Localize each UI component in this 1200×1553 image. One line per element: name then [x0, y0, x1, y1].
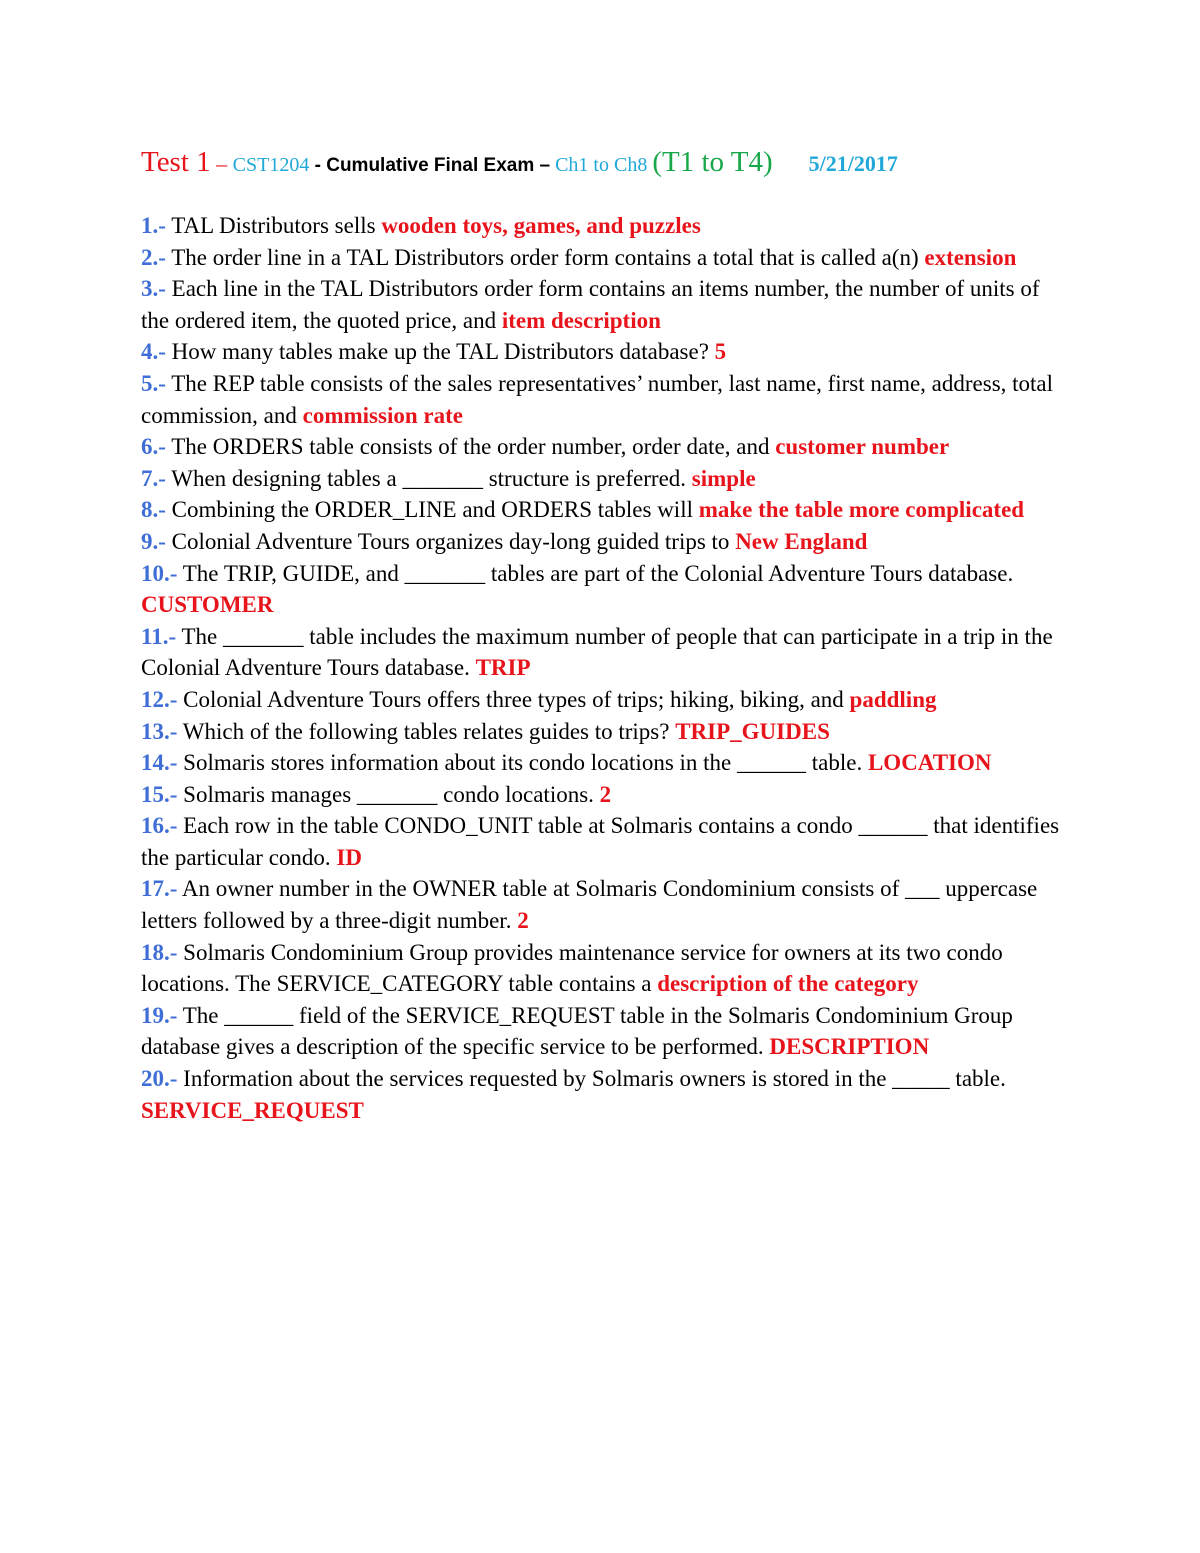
question-item — [141, 937, 1071, 1000]
question-answer: TRIP_GUIDES — [675, 718, 830, 744]
question-number: 10.- — [141, 560, 178, 586]
question-answer: TRIP — [475, 655, 531, 681]
question-item — [141, 1063, 1071, 1126]
question-number: 7.- — [141, 465, 166, 491]
question-text: Combining the ORDER_LINE and ORDERS tables will — [165, 497, 699, 523]
question-number: 13.- — [141, 718, 178, 744]
question-number: 3.- — [141, 276, 166, 302]
question-item — [141, 747, 1071, 779]
question-number: 6.- — [141, 434, 166, 460]
question-item — [141, 558, 1071, 621]
question-item — [141, 368, 1071, 431]
course-code: CST1204 — [232, 154, 310, 176]
question-number: 20.- — [141, 1066, 178, 1092]
question-number: 19.- — [141, 1002, 178, 1028]
question-answer: 5 — [714, 339, 727, 365]
question-number: 8.- — [141, 497, 166, 523]
question-text: The ______ field of the SERVICE_REQUEST table in the Solmaris Condominium Group database gives a description of the specific service to be performed. — [141, 1002, 1013, 1060]
question-answer: SERVICE_REQUEST — [141, 1097, 364, 1123]
question-number: 14.- — [141, 750, 178, 776]
question-text: Solmaris manages _______ condo locations. — [177, 781, 600, 807]
question-item — [141, 210, 1071, 242]
question-number: 4.- — [141, 339, 166, 365]
question-text: When designing tables a _______ structure is preferred. — [165, 465, 692, 491]
title-separator: – — [210, 151, 233, 176]
question-text: The _______ table includes the maximum number of people that can participate in a trip in the Colonial Adventure Tours database. — [141, 623, 1053, 681]
question-number: 15.- — [141, 781, 178, 807]
question-item — [141, 242, 1071, 274]
question-text: Each row in the table CONDO_UNIT table at Solmaris contains a condo ______ that identifies the particular condo. — [141, 813, 1060, 870]
question-answer: simple — [691, 465, 756, 491]
question-answer: extension — [924, 244, 1017, 270]
question-text: Solmaris stores information about its condo locations in the ______ table. — [177, 750, 868, 776]
question-answer: item description — [501, 307, 661, 333]
exam-date: 5/21/2017 — [808, 151, 898, 176]
question-item — [141, 526, 1071, 558]
question-number: 17.- — [141, 876, 178, 902]
question-number: 1.- — [141, 213, 166, 238]
question-answer: commission rate — [302, 402, 463, 428]
question-text: TAL Distributors sells — [165, 213, 382, 238]
question-text: Which of the following tables relates guides to trips? — [177, 718, 676, 744]
question-item — [141, 621, 1071, 684]
question-answer: description of the category — [657, 971, 919, 997]
question-item — [141, 463, 1071, 495]
question-item — [141, 494, 1071, 526]
question-item — [141, 779, 1071, 811]
question-number: 5.- — [141, 370, 166, 396]
question-text: The ORDERS table consists of the order number, order date, and — [165, 434, 776, 460]
question-text: The order line in a TAL Distributors order form contains a total that is called a(n) — [165, 244, 925, 270]
question-item — [141, 810, 1071, 873]
test-label: Test 1 — [141, 146, 211, 178]
question-item — [141, 336, 1071, 368]
question-text: Colonial Adventure Tours organizes day-long guided trips to — [165, 528, 736, 554]
question-answer: 2 — [517, 908, 529, 934]
exam-document — [141, 140, 1071, 1126]
question-item — [141, 1000, 1071, 1063]
question-number: 9.- — [141, 528, 166, 554]
question-number: 12.- — [141, 686, 178, 712]
question-item — [141, 431, 1071, 463]
question-text: Information about the services requested by Solmaris owners is stored in the _____ table. — [177, 1066, 1006, 1092]
question-answer: paddling — [849, 686, 937, 712]
chapter-range: Ch1 to Ch8 — [550, 154, 653, 176]
question-item — [141, 873, 1071, 936]
question-text: The REP table consists of the sales representatives’ number, last name, first name, address, total commission, and — [141, 370, 1054, 428]
question-answer: CUSTOMER — [141, 592, 274, 618]
question-list — [141, 210, 1071, 1126]
question-text: Colonial Adventure Tours offers three types of trips; hiking, biking, and — [177, 686, 850, 712]
question-text: An owner number in the OWNER table at Solmaris Condominium consists of ___ uppercase letters followed by a three-digit number. — [141, 876, 1038, 934]
question-item — [141, 273, 1071, 336]
question-number: 16.- — [141, 813, 178, 839]
question-item — [141, 684, 1071, 716]
question-number: 18.- — [141, 939, 178, 965]
question-text: How many tables make up the TAL Distributors database? — [165, 339, 715, 365]
question-item — [141, 716, 1071, 748]
question-answer: wooden toys, games, and puzzles — [381, 213, 701, 238]
question-number: 2.- — [141, 244, 166, 270]
question-answer: ID — [336, 844, 362, 870]
topic-range: (T1 to T4) — [652, 146, 773, 178]
question-answer: DESCRIPTION — [769, 1034, 930, 1060]
question-number: 11.- — [141, 623, 177, 649]
question-text: Solmaris Condominium Group provides maintenance service for owners at its two condo locations. The SERVICE_CATEGORY table contains a — [141, 939, 1003, 997]
title-separator-2: - — [309, 155, 327, 176]
exam-name: Cumulative Final Exam – — [326, 155, 551, 176]
question-answer: LOCATION — [867, 750, 992, 776]
question-text: Each line in the TAL Distributors order form contains an items number, the number of units of the ordered item, the quoted price, and — [141, 276, 1040, 333]
question-text: The TRIP, GUIDE, and _______ tables are part of the Colonial Adventure Tours database. — [177, 560, 1014, 586]
question-answer: make the table more complicated — [698, 497, 1025, 523]
question-answer: 2 — [599, 781, 612, 807]
page-title — [141, 140, 1071, 184]
question-answer: New England — [735, 528, 868, 554]
question-answer: customer number — [775, 434, 950, 460]
